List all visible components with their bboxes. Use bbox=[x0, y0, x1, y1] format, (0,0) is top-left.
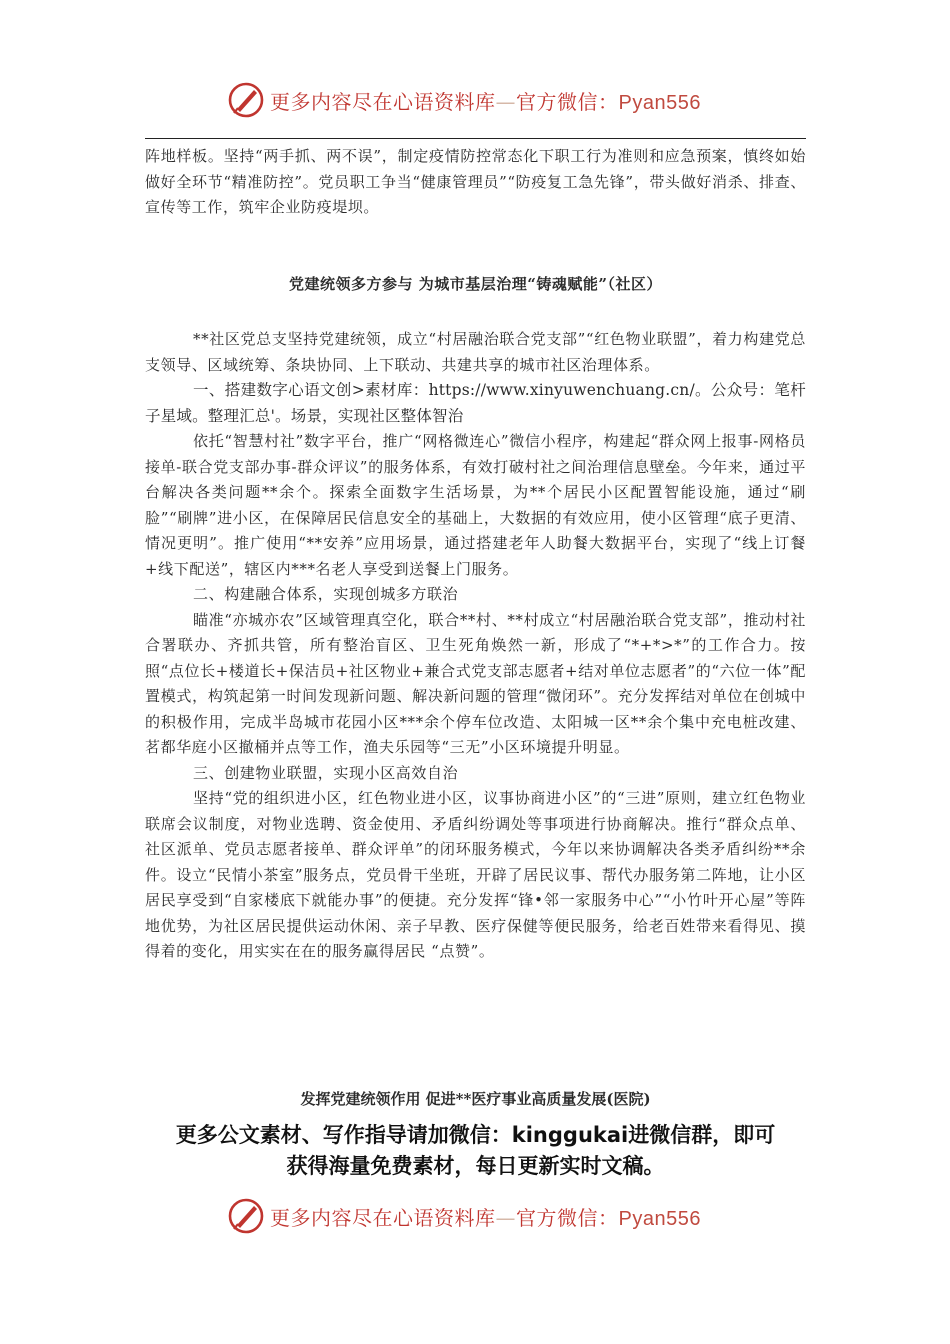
banner-wechat-id: Pyan556 bbox=[618, 91, 701, 114]
promo-line-1-a: 更多公文素材、写作指导请加微信： bbox=[175, 1123, 512, 1147]
banner-inner bbox=[228, 80, 701, 120]
quill-pen-logo-icon bbox=[228, 82, 264, 118]
promo-wechat-id: kinggukai bbox=[511, 1123, 629, 1147]
continuation-block bbox=[145, 144, 806, 221]
promo-line-2: 获得海量免费素材，每日更新实时文稿。 bbox=[286, 1154, 665, 1178]
section2-title: 发挥党建统领作用 促进**医疗事业高质量发展(医院) bbox=[300, 1090, 651, 1108]
footer-banner-text bbox=[270, 1202, 701, 1231]
section1-paragraph-2: 瞄准“亦城亦农”区域管理真空化，联合**村、**村成立“村居融治联合党支部”，推动村社合署联办、齐抓共管，所有整治盲区、卫生死角焕然一新，形成了“*+*>*”的工作合力。按照“点位长+楼道长+保洁员+社区物业+兼合式党支部志愿者+结对单位志愿者”的“六位一体”配置模式，构筑起第一时间发现新问题、解决新问题的管理“微闭环”。充分发挥结对单位在创城中的积极作用，完成半岛城市花园小区***余个停车位改造、太阳城一区**余个集中充电桩改建、茗都华庭小区撤桶并点等工作，渔夫乐园等“三无”小区环境提升明显。 bbox=[145, 610, 806, 756]
footer-banner-wechat-id: Pyan556 bbox=[618, 1207, 701, 1230]
banner-text bbox=[270, 86, 701, 115]
footer-banner bbox=[0, 1186, 950, 1242]
header-banner bbox=[0, 70, 950, 126]
footer-banner-inner bbox=[228, 1196, 701, 1236]
section1-heading-2: 二、构建融合体系，实现创城多方联治 bbox=[193, 585, 459, 603]
footer-banner-suffix: 官方微信： bbox=[516, 1205, 619, 1230]
continuation-paragraph: 阵地样板。坚持“两手抓、两不误”，制定疫情防控常态化下职工行为准则和应急预案，慎终如始做好全环节“精准防控”。党员职工争当“健康管理员”“防疫复工急先锋”，带头做好消杀、排查、宣传等工作，筑牢企业防疫堤坝。 bbox=[145, 147, 806, 216]
section1-intro: **社区党总支坚持党建统领，成立“村居融治联合党支部”“红色物业联盟”，着力构建党总支领导、区域统筹、条块协同、上下联动、共建共享的城市社区治理体系。 bbox=[145, 330, 806, 374]
section1-heading-3: 三、创建物业联盟，实现小区高效自治 bbox=[193, 763, 459, 782]
footer-banner-title: 更多内容尽在心语资料库 bbox=[270, 1205, 496, 1230]
footer-banner-dash: — bbox=[495, 1205, 516, 1230]
header-rule bbox=[145, 138, 806, 139]
section1-paragraph-3: 坚持“党的组织进小区，红色物业进小区，议事协商进小区”的“三进”原则，建立红色物业联席会议制度，对物业选聘、资金使用、矛盾纠纷调处等事项进行协商解决。推行“群众点单、社区派单、党员志愿者接单、群众评单”的闭环服务模式，今年以来协调解决各类矛盾纠纷**余件。设立“民情小茶室”服务点，党员骨干坐班，开辟了居民议事、帮代办服务第二阵地，让小区居民享受到“自家楼底下就能办事”的便捷。充分发挥“锋•邻一家服务中心”“小竹叶开心屋”等阵地优势，为社区居民提供运动休闲、亲子早教、医疗保健等便民服务，给老百姓带来看得见、摸得着的变化，用实实在在的服务赢得居民 “点赞”。 bbox=[145, 789, 806, 960]
section1-body bbox=[145, 327, 806, 965]
section1-heading-1 bbox=[145, 378, 806, 429]
promo-notice bbox=[145, 1120, 806, 1182]
section1-heading-1-text: 一、搭建数字心语文创>素材库：https://www.xinyuwenchuang.cn/。公众号：笔杆子星域。整理汇总'。场景，实现社区整体智治 bbox=[145, 381, 806, 425]
quill-pen-logo-icon bbox=[228, 1198, 264, 1234]
banner-suffix: 官方微信： bbox=[516, 89, 619, 114]
promo-line-1-c: 进微信群，即可 bbox=[628, 1123, 776, 1147]
section1-paragraph-1: 依托“智慧村社”数字平台，推广“网格微连心”微信小程序，构建起“群众网上报事-网格员接单-联合党支部办事-群众评议”的服务体系，有效打破村社之间治理信息壁垒。今年来，通过平台解决各类问题**余个。探索全面数字生活场景，为**个居民小区配置智能设施，通过“刷脸”“刷牌”进小区，在保障居民信息安全的基础上，大数据的有效应用，使小区管理“底子更清、情况更明”。推广使用“**安养”应用场景，通过搭建老年人助餐大数据平台，实现了“线上订餐+线下配送”，辖区内***名老人享受到送餐上门服务。 bbox=[145, 432, 806, 578]
promo-line-1 bbox=[145, 1120, 806, 1151]
banner-dash: — bbox=[495, 89, 516, 114]
banner-title: 更多内容尽在心语资料库 bbox=[270, 89, 496, 114]
section1-title: 党建统领多方参与 为城市基层治理“铸魂赋能”（社区） bbox=[289, 275, 662, 293]
